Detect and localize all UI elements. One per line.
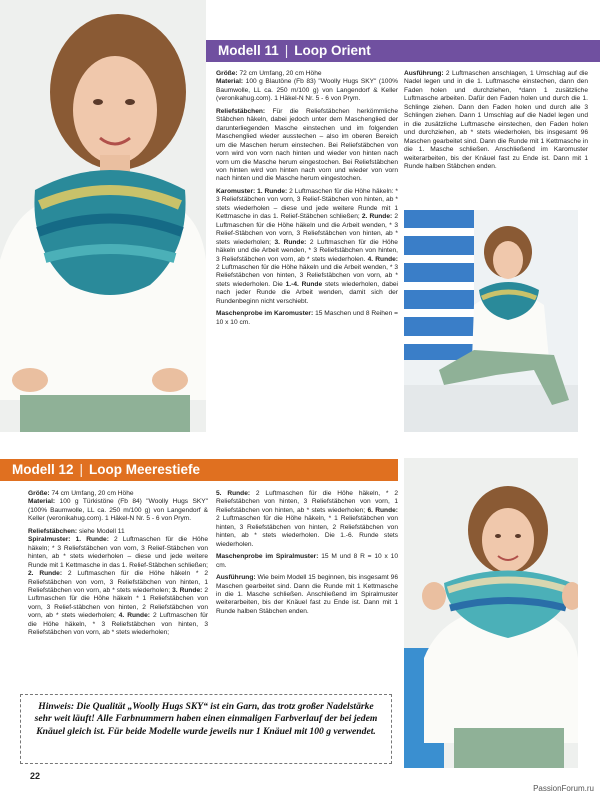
round-5-label: 5. Runde:: [216, 490, 251, 497]
modell-12-banner: [0, 459, 398, 481]
relief-label: Reliefstäbchen:: [216, 107, 266, 115]
round-4-text: 2 Luftmaschen für die Höhe häkeln, * 3 Reliefstäbchen von hinten, 3 Reliefstäbchen von vorn, ab * stets wiederholen;: [28, 612, 208, 637]
round-2-label: 2. Runde:: [361, 213, 393, 221]
round-2-text: 2 Luftmaschen für die Höhe häkeln * 2 Reliefstäbchen von vorn, 3 Reliefstäbchen von hinten, 1 Reliefstäbchen von vorn, ab * stets wiederholen;: [28, 570, 208, 594]
watermark: PassionForum.ru: [533, 784, 594, 793]
round-4-text: 2 Luftmaschen für die Höhe häkeln und die Arbeit wenden, * 3 Reliefstäbchen von hinten, 3 Reliefstäbchen von vorn, ab * stets wiederholen. Die: [216, 263, 398, 288]
modell-12-pattern-a: [28, 536, 208, 637]
modell-11-pattern: [216, 188, 398, 306]
modell-11-banner: [206, 40, 600, 62]
round-1-label: 1. Runde:: [257, 187, 288, 195]
gauge-text: 15 Maschen und 8 Reihen = 10 x 10 cm.: [216, 310, 398, 326]
round-3-label: 3. Runde:: [172, 586, 203, 594]
modell-12-size: [28, 490, 208, 498]
instructions-label: Ausführung:: [216, 574, 256, 582]
gauge-label: Maschenprobe im Spiralmuster:: [216, 553, 319, 561]
gauge-label: Maschenprobe im Karomuster:: [216, 310, 314, 318]
round-6-label: 6. Runde:: [367, 506, 398, 514]
modell-12-relief: [28, 528, 208, 536]
round-6-text: 2 Luftmaschen für die Höhe häkeln, * 1 Reliefstäbchen von hinten, 3 Reliefstäbchen von hinten, 2 Reliefstäbchen von hinten, ab * stets wiederholen. Die 1.-6. Runde stets wiederholen.: [216, 515, 398, 548]
woman-sitting-striped-cushion-icon: [404, 210, 578, 432]
modell-11-subtitle: Loop Orient: [294, 43, 371, 58]
round-4-label: 4. Runde:: [118, 612, 150, 620]
modell-11-material: [216, 78, 398, 103]
round-1-label: 1. Runde:: [75, 536, 109, 544]
gauge-text: 15 M und 8 R = 10 x 10 cm.: [216, 553, 398, 569]
round-1-4-label: 1.-4. Runde: [285, 280, 323, 288]
banner-separator: |: [284, 43, 289, 58]
round-2-label: 2. Runde:: [28, 570, 63, 578]
hint-label: Hinweis:: [38, 701, 75, 712]
size-label: Größe:: [216, 70, 238, 77]
modell-12-pattern-b: [216, 490, 398, 549]
size-label: Größe:: [28, 490, 50, 497]
modell-11-column-right: [404, 70, 588, 210]
modell-11-title: Modell 11: [218, 43, 279, 58]
round-5-text: 2 Luftmaschen für die Höhe häkeln, * 2 Reliefstäbchen von hinten, 3 Reliefstäbchen von vorn, 1 Reliefstäbchen von hinten, ab * stets wiederholen;: [216, 490, 398, 514]
material-label: Material:: [28, 498, 56, 506]
photo-model-11-sitting: [404, 210, 578, 432]
hint-box: [20, 694, 392, 764]
size-text: 72 cm Umfang, 20 cm Höhe: [239, 70, 322, 77]
portrait-woman-turquoise-cowl-icon: [404, 458, 578, 768]
material-text: 100 g Blautöne (Fb 83) "Woolly Hugs SKY" (100% Baumwolle, LL ca. 250 m/100 g) von Langendorf & Keller (veronikahug.com). 1 Häkel-N Nr. 5 - 6 von Prym.: [216, 78, 398, 103]
relief-label: Reliefstäbchen:: [28, 527, 78, 535]
round-1-text: 2 Luftmaschen für die Höhe häkeln: * 3 Reliefstäbchen von vorn, 3 Relief-Stäbchen von hinten, ab * stets wiederholen – diese und jede weitere Runde mit 1 Kettmasche in das 1. Relief-Stäbchen schließen;: [216, 187, 398, 221]
round-2-text: 2 Luftmaschen für die Höhe häkeln und die Arbeit wenden, * 3 Relief-Stäbchen von vorn, 3 Reliefstäbchen von hinten, ab * stets wiederholen;: [216, 213, 398, 246]
modell-12-gauge: [216, 553, 398, 570]
modell-11-size: [216, 70, 398, 78]
modell-12-column-middle: [216, 490, 398, 690]
instructions-text: Wie beim Modell 15 beginnen, bis insgesamt 96 Maschen gearbeitet sind. Dann die Runde mit 1 Kettmasche in die 1. Masche schließen. Anschließend im Spiralmuster weiterarbeiten, bis der Knäuel fast zu Ende ist. Dann mit 1 Runde halben Stäbchen enden.: [216, 574, 398, 615]
round-3-text: 2 Luftmaschen für die Höhe häkeln * 1 Reliefstäbchen von vorn, 3 Relief-stäbchen von hinten, 2 Reliefstäbchen von vorn, ab * stets wiederholen;: [28, 586, 208, 620]
round-3-label: 3. Runde:: [274, 238, 307, 246]
round-1-4-text: stets wiederholen, dabei nach jeder Runde die Arbeit wenden, damit sich der Rundenbeginn nicht verschiebt.: [216, 280, 398, 305]
relief-text: siehe Modell 11: [78, 527, 125, 535]
material-label: Material:: [216, 78, 244, 86]
modell-12-column-left: [28, 490, 208, 690]
modell-11-relief: [216, 108, 398, 184]
round-4-label: 4. Runde:: [367, 255, 398, 263]
photo-model-11-portrait: [0, 0, 206, 432]
modell-11-gauge: [216, 310, 398, 327]
modell-12-title: Modell 12: [12, 462, 74, 477]
modell-11-column-left: [216, 70, 398, 440]
modell-12-subtitle: Loop Meerestiefe: [89, 462, 201, 477]
photo-model-12-portrait: [404, 458, 578, 768]
modell-12-material: [28, 498, 208, 523]
modell-11-instructions: [404, 70, 588, 171]
material-text: 100 g Türkistöne (Fb 84) "Woolly Hugs SKY" (100% Baumwolle, LL ca. 250 m/100 g) von Langendorf & Keller (veronikahug.com). 1 Häkel-N Nr. 5 - 6 von Prym.: [28, 498, 208, 523]
modell-12-instructions: [216, 574, 398, 616]
round-1-text: 2 Luftmaschen für die Höhe häkeln; * 3 Reliefstäbchen von vorn, 3 Relief-Stäbchen von hinten, ab * stets wiederholen – diese und jede weitere Runde mit 1 Kettmasche in das 1. Relief-Stäbchen schließen;: [28, 536, 208, 569]
instructions-label: Ausführung:: [404, 70, 444, 77]
pattern-label: Spiralmuster:: [28, 536, 71, 544]
banner-separator: |: [79, 462, 84, 477]
size-text: 74 cm Umfang, 20 cm Höhe: [51, 490, 134, 497]
round-3-text: 2 Luftmaschen für die Höhe häkeln und die Arbeit wenden, * 3 Reliefstäbchen von hinten, 3 Reliefstäbchen von vorn, ab * stets wiederholen.: [216, 238, 398, 263]
page-number: 22: [30, 771, 41, 781]
instructions-text: 2 Luftmaschen anschlagen, 1 Umschlag auf die Nadel legen und in die 1. Luftmasche einstechen, dann den Faden holen und durchziehen, *dann 1 zusätzliche Luftmasche arbeiten. Dafür den Faden holen und durch die 1. Schlinge ziehen. Dann den Faden holen und durch alle 3 Schlingen ziehen. Dann 1 Umschlag auf die Nadel legen und in die zusätzliche Luftmasche einstechen, den Faden holen und durchziehen, ab * stets wiederholen, bis insgesamt 96 Maschen gearbeitet sind. Dann die Runde mit 1 Kettmasche in die 1. Masche schließen. Anschließend im Karomuster weiterarbeiten, bis der Knäuel fast zu Ende ist. Dann mit 1 Runde halben Stäbchen enden.: [404, 70, 588, 170]
relief-text: Für die Reliefstäbchen herkömmliche Stäbchen häkeln, dabei jedoch unter dem Maschenglied der darunterliegenden Masche einstechen und im folgenden Maschenglied wieder ausstechen – also im oberen Bereich um die Maschen herum einstechen. Bei Reliefstäbchen von vorn wird von vorn nach hinten und wieder von hinten nach vorn um die Masche herum eingestochen. Bei Reliefstäbchen von hinten wird von hinten nach vorn und wieder von vorn nach hinten und die Masche herum eingestochen.: [216, 107, 398, 183]
pattern-label: Karomuster:: [216, 187, 256, 195]
hint-text: Die Qualität „Woolly Hugs SKY“ ist ein Garn, das trotz großer Nadelstärke sehr weit läuft! Alle Farbnummern haben einen einmaligen Farbverlauf der bei jedem Knäuel gleich ist. Für beide Modelle wurde jeweils nur 1 Knäuel mit 100 g verwendet.: [34, 701, 378, 737]
portrait-woman-blue-turquoise-cowl-icon: [0, 0, 206, 432]
